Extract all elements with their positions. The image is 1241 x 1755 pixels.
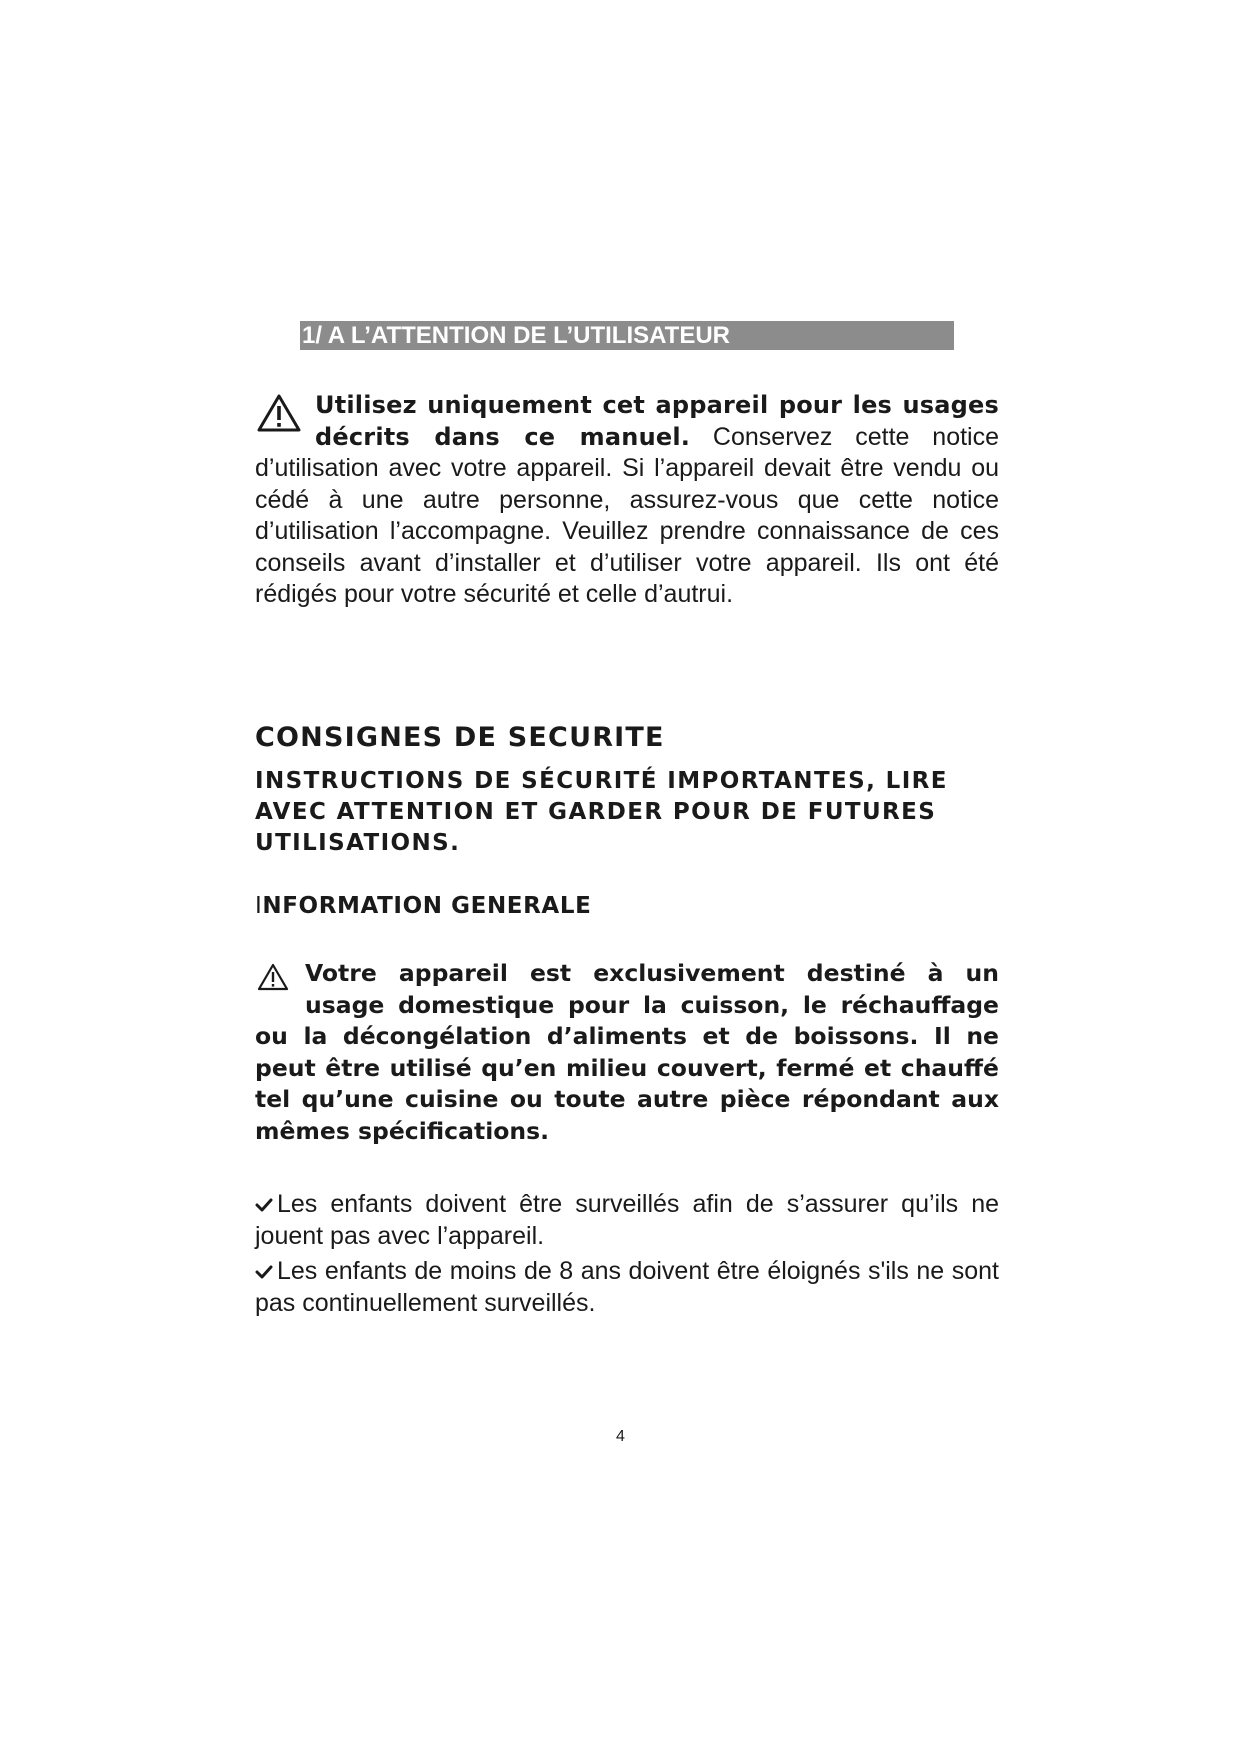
consignes-title: CONSIGNES DE SECURITE xyxy=(255,722,665,753)
page-number: 4 xyxy=(616,1428,625,1445)
info-title-rest: NFORMATION GENERALE xyxy=(262,893,592,919)
warning-triangle-icon xyxy=(255,390,315,453)
warning-triangle-icon xyxy=(255,958,305,1021)
information-generale-heading xyxy=(255,893,999,919)
intro-body: Conservez cette notice d’utilisation avec votre appareil. Si l’appareil devait être vendu ou cédé à une autre personne, assurez-vous que cette notice d’utilisation l’accompagne. Veuillez prendre connaissance de ces conseils avant d’installer et d’utiliser votre appareil. Ils ont été rédigés pour votre sécurité et celle d’autrui. xyxy=(255,422,1000,608)
list-item xyxy=(255,1255,999,1319)
checkmark-icon xyxy=(255,1189,275,1207)
section-header: 1/ A L’ATTENTION DE L’UTILISATEUR xyxy=(300,321,954,350)
usage-warning-text: Votre appareil est exclusivement destiné à un usage domestique pour la cuisson, le réchauffage ou la décongélation d’aliments et de boissons. Il ne peut être utilisé qu’en milieu couvert, fermé et chauffé tel qu’une cuisine ou toute autre pièce répondant aux mêmes spécifications. xyxy=(255,959,999,1145)
list-item xyxy=(255,1188,999,1252)
checkmark-icon xyxy=(255,1256,275,1274)
info-title-initial: I xyxy=(255,893,263,919)
bullet-list xyxy=(255,1188,999,1322)
bullet-text: Les enfants doivent être surveillés afin de s’assurer qu’ils ne jouent pas avec l’appareil. xyxy=(255,1190,999,1250)
usage-warning-paragraph xyxy=(255,958,999,1147)
intro-paragraph xyxy=(255,390,999,611)
bullet-text: Les enfants de moins de 8 ans doivent être éloignés s'ils ne sont pas continuellement surveillés. xyxy=(255,1257,999,1317)
safety-instructions-heading: INSTRUCTIONS DE SÉCURITÉ IMPORTANTES, LIRE AVEC ATTENTION ET GARDER POUR DE FUTURES UTILISATIONS. xyxy=(255,768,948,856)
intro-lead: Utilisez uniquement cet appareil pour les usages décrits dans ce manuel. xyxy=(315,391,999,451)
